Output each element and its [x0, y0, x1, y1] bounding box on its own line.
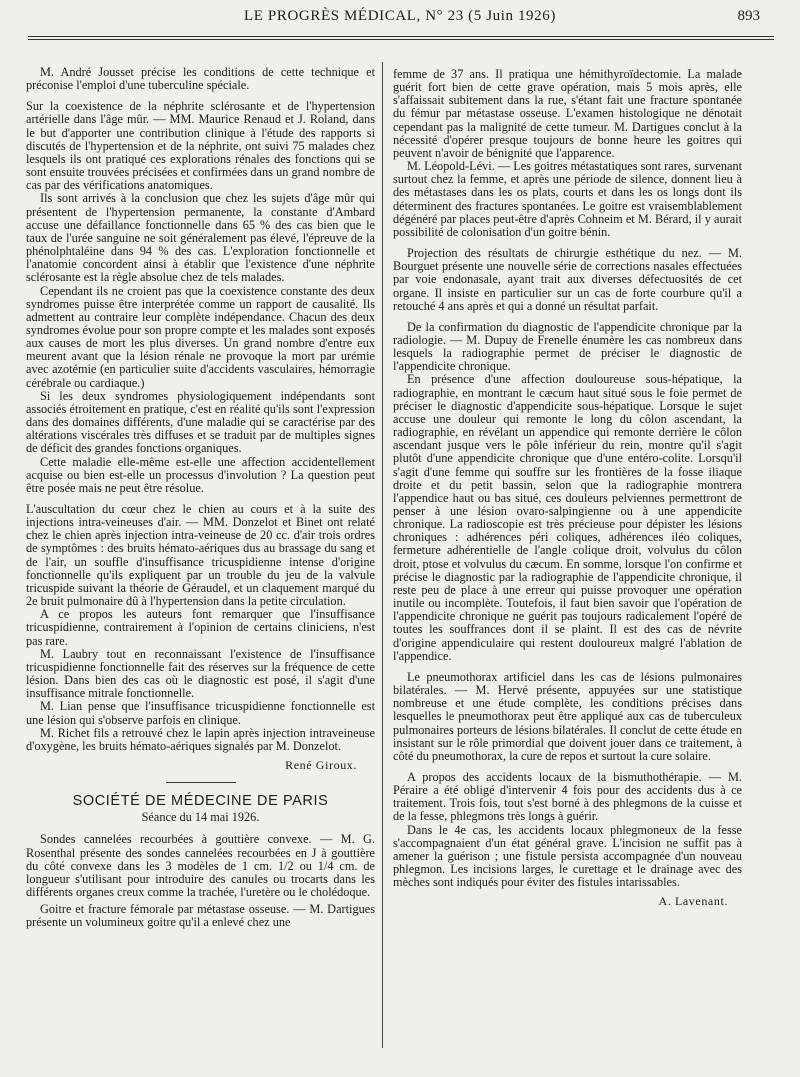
left-column	[26, 66, 375, 930]
paragraph: A ce propos les auteurs font remarquer que l'insuffisance tricuspidienne, contrairement à l'opinion de certains cliniciens, n'est pas rare.	[26, 607, 375, 648]
paragraph: Cette maladie elle-même est-elle une affection accidentellement acquise ou bien est-elle un processus d'involution ? La question peut être posée mais ne peut être résolue.	[26, 454, 375, 495]
paragraph: M. André Jousset précise les conditions de cette technique et préconise l'emploi d'une tuberculine spéciale.	[26, 65, 375, 93]
author-signature: René Giroux.	[285, 757, 357, 772]
paragraph: Dans le 4e cas, les accidents locaux phlegmoneux de la fesse s'accompagnaient d'un état général grave. L'incision ne suffit pas à amener la guérison ; une fistule persista accompagnée d'un nouveau phlegmon. Les incisions larges, le curettage et le drainage avec des mèches sont indiqués pour éviter des fistules intarissables.	[393, 822, 742, 890]
paragraph: M. Lian pense que l'insuffisance tricuspidienne fonctionnelle est une lésion qui s'observe parfois en clinique.	[26, 699, 375, 727]
paragraph: En présence d'une affection douloureuse sous-hépatique, la radiographie, en montrant le cæcum haut situé sous le foie permet de préciser le diagnostic d'appendicite sous-hépatique. Lorsque le sujet accuse une douleur qui remonte le long du côlon ascendant, la radiographie, en révélant un appendice qui remonte derrière le côlon ascendant jusque vers le pôle inférieur du rein, montre qu'il s'agit plutôt d'une appendicite chronique que d'une entéro-colite. Lorsqu'il s'agit d'une femme qui souffre sur les frontières de la fosse iliaque droite et du petit bassin, selon que la radiographie montrera l'appendice haut ou bas situé, ces douleurs pelviennes permettront de penser à une lésion ovaro-salpingienne ou à une appendicite chronique. La radioscopie est très précieuse pour dépister les lésions chroniques : adhérences péri coliques, adhérences iléo coliques, fermeture adhérentielle de l'angle colique droit, volvulus du côlon droit, ptose et volvulus du cæcum. En somme, lorsque l'on confirme et précise le diagnostic par la radiographie de l'appendicite chronique, il reste peu de place à une erreur qui puisse provoquer une opération inutile ou incomplète. Toutefois, il faut bien savoir que l'opération de l'appendicite chronique ne guérit pas toujours radicalement l'opéré de toutes les souffrances dont il se plaint. Il est des cas de névrite d'origine appendiculaire qui restent douloureux malgré l'ablation de l'appendice.	[393, 372, 742, 663]
paragraph: A propos des accidents locaux de la bismuthothérapie. — M. Péraire a été obligé d'intervenir 4 fois pour des accidents dus à ce traitement. Trois fois, tout s'est borné à des phlegmons de la cuisse et de la fesse, phlegmons très longs à guérir.	[393, 769, 742, 824]
column-divider	[382, 62, 383, 1048]
running-header	[0, 6, 800, 32]
author-signature: A. Lavenant.	[658, 894, 728, 909]
paragraph: M. Léopold-Lévi. — Les goitres métastatiques sont rares, survenant surtout chez la femme, et après une période de silence, donnent lieu à des métastases dans les os plats, courts et dans les os longs dont ils déterminent des fractures spontanées. Le goitre est vraisemblablement dégénéré par places peut-être d'après Cohneim et M. Bérard, il y aurait possibilité de colonisation d'un goitre bénin.	[393, 159, 743, 239]
paragraph: Sondes cannelées recourbées à gouttière convexe. — M. G. Rosenthal présente des sondes cannelées recourbées en J à gouttière du côté convexe dans les 3 modèles de 1 cm. 1/2 ou 1/4 cm. de longueur s'utilisant pour introduire des canules ou trocarts dans les différents organes creux comme la trachée, l'uretère ou le cholédoque.	[26, 832, 375, 900]
paragraph: Ils sont arrivés à la conclusion que chez les sujets d'âge mûr qui présentent de l'hypertension permanente, la constante d'Ambard accuse une défaillance fonctionnelle dans 65 % des cas bien que le taux de l'urée sanguine ne soit généralement pas élevé, l'épreuve de la phénolphtaléine dans 94 % des cas. L'exploration fonctionnelle et l'anatomie concordent ainsi à établir que l'existence d'une néphrite sclérosante est la règle absolue chez de tels malades.	[26, 191, 375, 285]
paragraph: Goitre et fracture fémorale par métastase osseuse. — M. Dartigues présente un volumineux goitre qu'il a enlevé chez une	[26, 902, 375, 930]
session-date: Séance du 14 mai 1926.	[141, 810, 260, 825]
journal-title: LE PROGRÈS MÉDICAL, N° 23 (5 Juin 1926)	[244, 8, 556, 24]
paragraph: M. Richet fils a retrouvé chez le lapin après injection intraveineuse d'oxygène, les bruits hémato-aériques signalés par M. Donzelot.	[26, 725, 375, 753]
page-number: 893	[737, 8, 760, 24]
paragraph: M. Laubry tout en reconnaissant l'existence de l'insuffisance tricuspidienne fonctionnelle fait des réserves sur la fréquence de cette lésion. Dans bien des cas où le diagnostic est posé, il s'agit d'une insuffisance mitrale fonctionnelle.	[26, 646, 375, 701]
paragraph: L'auscultation du cœur chez le chien au cours et à la suite des injections intra-veineuses d'air. — MM. Donzelot et Binet ont relaté chez le chien après injection intra-veineuse de 20 cc. d'air trois ordres de symptômes : des bruits hémato-aériques dus au brassage du sang et de l'air, un souffle d'insuffisance tricuspidienne intense d'origine fonctionnelle qu'ils expliquent par un trouble du jeu de la valvule tricuspide suivant la théorie de Géraudel, et un claquement marqué du 2e bruit pulmonaire dû à l'hypertension dans la petite circulation.	[26, 502, 375, 609]
paragraph: Cependant ils ne croient pas que la coexistence constante des deux syndromes puisse être interprétée comme un rapport de causalité. Ils admettent au contraire leur complète indépendance. Chacun des deux syndromes évolue pour son propre compte et les malades sont exposés aux causes de mort les plus diverses. Un grand nombre d'entre eux meurent avant que la lésion rénale ne provoque la mort par urémie avec azotémie (en particulier suite d'accidents vasculaires, hémorragie cérébrale ou cardiaque.)	[26, 283, 375, 390]
society-heading: SOCIÉTÉ DE MÉDECINE DE PARIS	[72, 793, 329, 810]
paragraph: Projection des résultats de chirurgie esthétique du nez. — M. Bourguet présente une nouvelle série de corrections nasales effectuées par voie endonasale, ayant trait aux diverses défectuosités de cet organe. Il insiste en particulier sur un cas de forte courbure qu'il a retouché 4 ans après et qui a donné un résultat parfait.	[393, 246, 742, 313]
paragraph: Sur la coexistence de la néphrite sclérosante et de l'hypertension artérielle dans l'âge mûr. — MM. Maurice Renaud et J. Roland, dans le but d'apporter une contribution clinique à l'étude des rapports si discutés de l'hypertension et de la néphrite, ont suivi 75 malades chez lesquels ils ont pratiqué ces explorations rénales des fonctions qui se sont ensuite trouvées précisées et confirmées dans un grand nombre de cas par des vérifications anatomiques.	[26, 99, 375, 193]
section-rule	[166, 782, 236, 783]
right-column	[393, 68, 742, 909]
header-rule-bottom	[28, 39, 774, 40]
paragraph: Si les deux syndromes physiologiquement indépendants sont associés étroitement en pratique, c'est en réalité qu'ils sont l'expression dans des domaines différents, d'une maladie qui se caractérise par des altérations viscérales très diffuses et se traduit par de multiples signes de déficit des grandes fonctions organiques.	[26, 388, 375, 456]
paragraph: Le pneumothorax artificiel dans les cas de lésions pulmonaires bilatérales. — M. Hervé présente, appuyées sur une statistique nombreuse et une étude complète, les conditions précises dans lesquelles le pneumothorax peut être appliqué aux cas de tuberculeux pulmonaires porteurs de lésions bilatérales. Il conclut de cette étude en insistant sur le rôle primordial que doivent jouer dans ce traitement, à côté du pneumothorax, la cure de repos et surtout la cure solaire.	[393, 669, 742, 763]
header-rule-top	[28, 36, 774, 37]
paragraph: De la confirmation du diagnostic de l'appendicite chronique par la radiologie. — M. Dupuy de Frenelle énumère les cas nombreux dans lesquels la radiographie permet de préciser le diagnostic de l'appendicite chronique.	[393, 319, 742, 374]
paragraph: femme de 37 ans. Il pratiqua une hémithyroïdectomie. La malade guérit fort bien de cette grave opération, mais 5 mois après, elle s'affaissait subitement dans la rue, s'étant fait une fracture spontanée du fémur par métastase osseuse. L'examen histologique ne dénotait cependant pas la malignité de cette tumeur. M. Dartigues conclut à la nécessité d'opérer presque toujours de bonne heure les goitres qui peuvent n'avoir de bénignité que l'apparence.	[393, 67, 742, 160]
